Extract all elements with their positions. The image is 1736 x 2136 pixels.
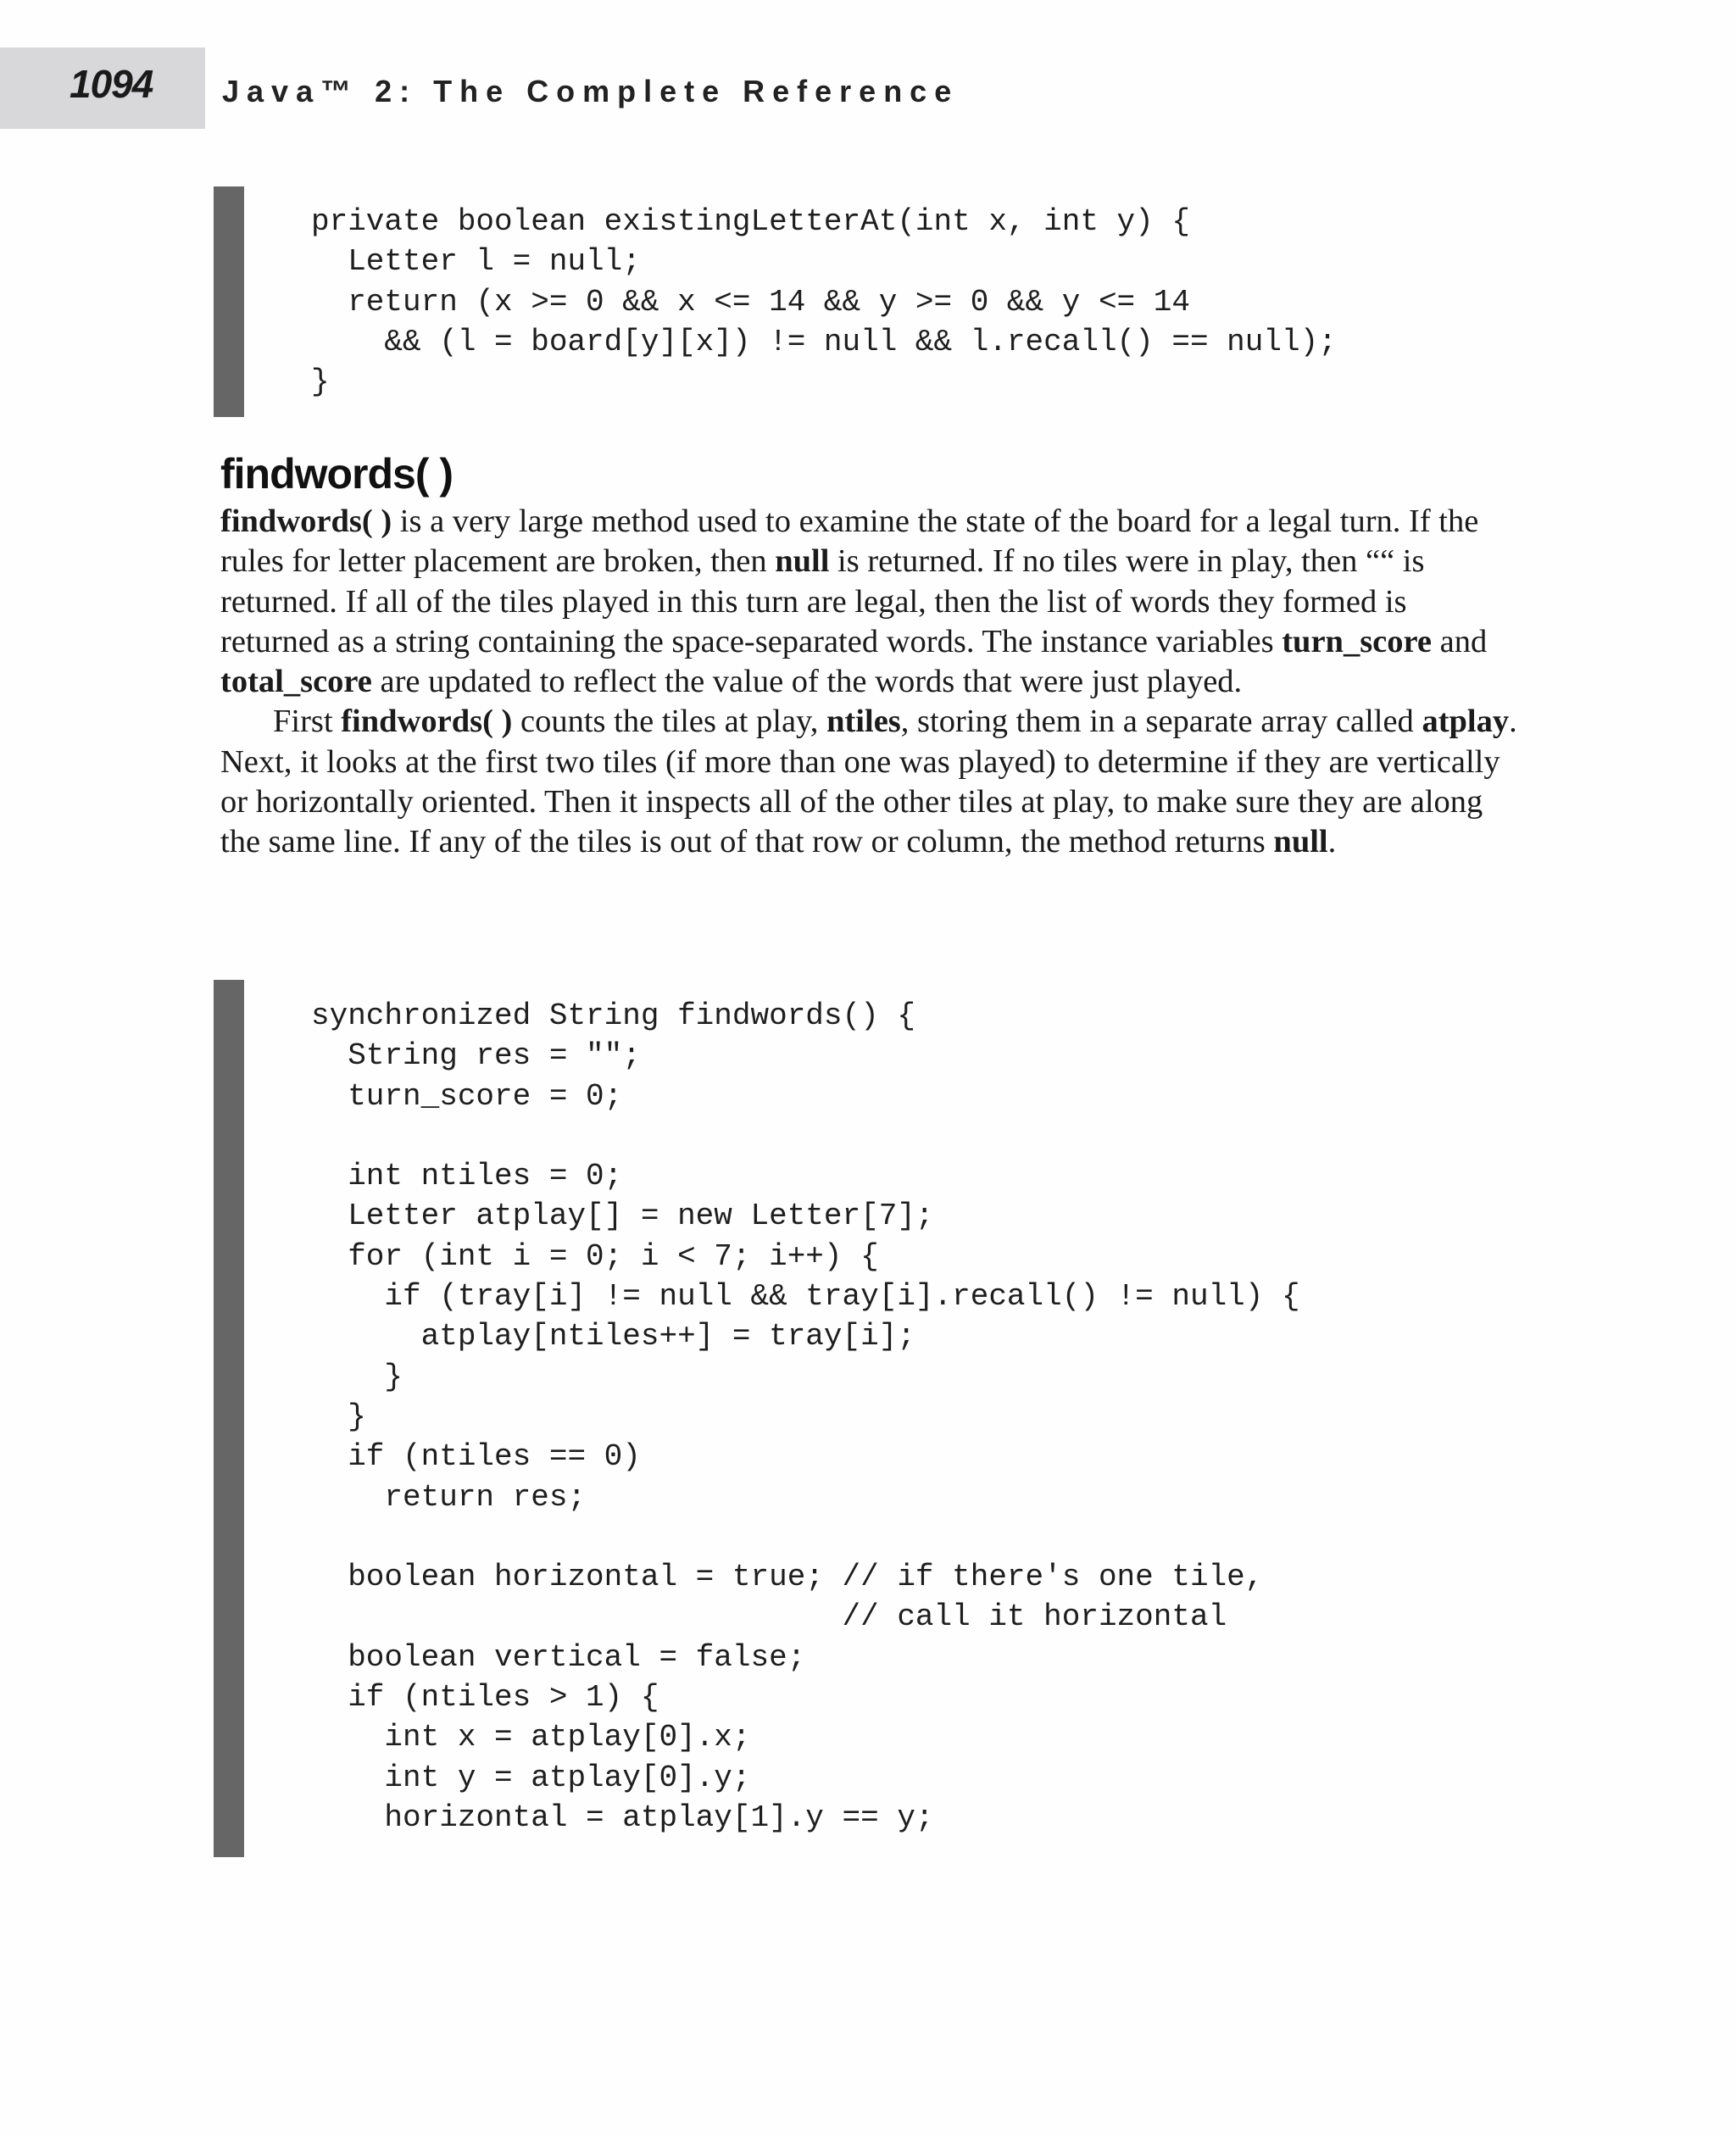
- variable-total-score: total_score: [220, 664, 372, 700]
- code-line: if (ntiles > 1) {: [311, 1680, 659, 1716]
- code-bar-1: [214, 186, 244, 417]
- code-line: Letter l = null;: [311, 244, 641, 280]
- code-bar-2: [214, 980, 244, 1857]
- code-line: int x = atplay[0].x;: [311, 1720, 751, 1755]
- code-line: private boolean existingLetterAt(int x, int y) {: [311, 204, 1190, 239]
- text-run: First: [273, 704, 342, 740]
- code-line: }: [311, 364, 330, 400]
- code-line: // call it horizontal: [311, 1599, 1227, 1635]
- code-line: [311, 1517, 1300, 1557]
- running-head: Java™ 2: The Complete Reference: [222, 74, 960, 108]
- code-line: atplay[ntiles++] = tray[i];: [311, 1319, 915, 1354]
- text-run: . Next, it looks at the first two tiles (if more than one was played) to determine if they are vertically or horizontally oriented. Then it inspects all of the other tiles at play, to make sure they are along the same line. If any of the tiles is out of that row or column, the method returns: [220, 704, 1517, 860]
- code-line: boolean horizontal = true; // if there's one tile,: [311, 1560, 1264, 1595]
- code-line: int ntiles = 0;: [311, 1159, 623, 1194]
- text-run: counts the tiles at play,: [512, 704, 827, 740]
- text-run: are updated to reflect the value of the words that were just played.: [371, 664, 1243, 700]
- variable-turn-score: turn_score: [1282, 623, 1433, 659]
- code-line: Letter atplay[] = new Letter[7];: [311, 1199, 934, 1234]
- page-number: 1094: [70, 62, 153, 106]
- code-line: [311, 1116, 1300, 1156]
- code-line: && (l = board[y][x]) != null && l.recall() == null);: [311, 324, 1337, 359]
- code-line: horizontal = atplay[1].y == y;: [311, 1799, 934, 1835]
- code-block-2: [311, 996, 1300, 1838]
- code-line: }: [311, 1399, 366, 1434]
- variable-ntiles: ntiles: [826, 704, 901, 740]
- code-line: if (tray[i] != null && tray[i].recall() != null) {: [311, 1279, 1300, 1315]
- method-name-findwords: findwords( ): [220, 503, 392, 539]
- code-block-1: [311, 202, 1337, 402]
- keyword-null: null: [1273, 824, 1328, 860]
- code-line: String res = "";: [311, 1038, 641, 1074]
- paragraph-1: [220, 502, 1517, 702]
- text-run: , storing them in a separate array called: [900, 704, 1422, 740]
- text-run: and: [1432, 623, 1488, 659]
- code-line: }: [311, 1359, 403, 1394]
- code-line: synchronized String findwords() {: [311, 998, 915, 1033]
- section-heading: findwords( ): [220, 450, 453, 498]
- variable-atplay: atplay: [1422, 704, 1510, 740]
- code-line: return res;: [311, 1479, 587, 1515]
- body-text: [220, 502, 1517, 863]
- text-run: is returned. If no tiles were in play, then ““ is returned. If all of the tiles played in this turn are legal, then the list of words they formed is returned as a string containing the space-separated words. The instance variables: [220, 543, 1425, 659]
- code-line: if (ntiles == 0): [311, 1439, 641, 1475]
- text-run: .: [1327, 824, 1337, 860]
- code-line: turn_score = 0;: [311, 1078, 623, 1114]
- code-line: return (x >= 0 && x <= 14 && y >= 0 && y <= 14: [311, 284, 1190, 320]
- code-line: boolean vertical = false;: [311, 1639, 806, 1675]
- code-line: int y = atplay[0].y;: [311, 1760, 751, 1795]
- paragraph-2: [220, 702, 1517, 862]
- code-line: for (int i = 0; i < 7; i++) {: [311, 1238, 879, 1274]
- method-name-findwords: findwords( ): [341, 704, 513, 740]
- text-run: is a very large method used to examine the state of the board for a legal turn. If the rules for letter placement are broken, then: [220, 503, 1479, 580]
- keyword-null: null: [775, 543, 830, 580]
